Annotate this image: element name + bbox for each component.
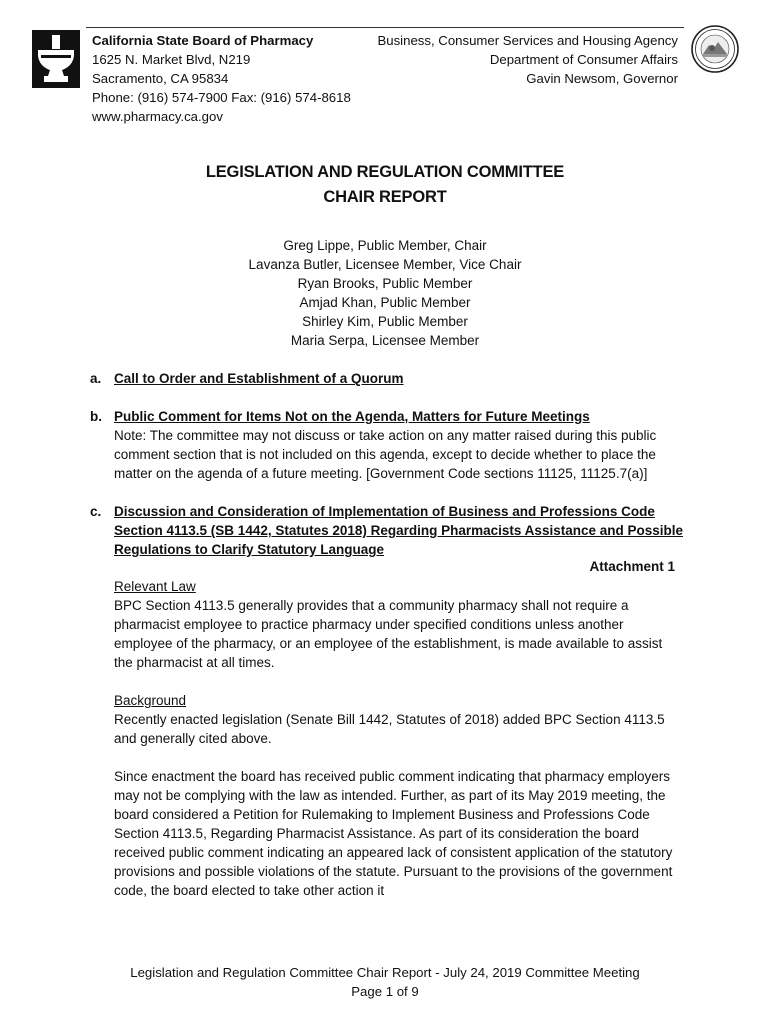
address-line-2: Sacramento, CA 95834 (92, 71, 229, 86)
item-letter: c. (90, 504, 102, 519)
state-seal-icon (690, 24, 740, 74)
website: www.pharmacy.ca.gov (92, 109, 223, 124)
item-heading: Discussion and Consideration of Implementation of Business and Professions Code Section 4113.5 (SB 1442, Statutes 2018) Regarding Pharmacists Assistance and Possible Regulations to Clarify Statutory Language (114, 504, 683, 557)
report-subtitle: CHAIR REPORT (323, 188, 447, 206)
agency-name: Business, Consumer Services and Housing Agency (377, 33, 678, 48)
agency-block (348, 31, 678, 88)
item-letter: a. (90, 371, 102, 386)
phone-fax: Phone: (916) 574-7900 Fax: (916) 574-8618 (92, 90, 351, 105)
member-item: Lavanza Butler, Licensee Member, Vice Chair (248, 257, 522, 272)
department-name: Department of Consumer Affairs (489, 52, 678, 67)
governor-name: Gavin Newsom, Governor (526, 71, 678, 86)
member-item: Greg Lippe, Public Member, Chair (283, 238, 487, 253)
member-item: Ryan Brooks, Public Member (297, 276, 473, 291)
background-heading: Background (114, 693, 187, 708)
background-text: Recently enacted legislation (Senate Bill 1442, Statutes of 2018) added BPC Section 4113.5 and generally cited above. (114, 712, 665, 746)
board-address (92, 31, 392, 126)
committee-members (0, 236, 770, 350)
item-heading: Call to Order and Establishment of a Quorum (114, 371, 404, 386)
relevant-law-text: BPC Section 4113.5 generally provides that a community pharmacy shall not require a pharmacist employee to practice pharmacy under specified conditions unless another employee of the pharmacy, or an employee of the establishment, is made available to assist the pharmacist at all times. (114, 598, 663, 670)
public-comment-note: Note: The committee may not discuss or take action on any matter raised during this public comment section that is not included on this agenda, except to decide whether to place the matter on the agenda of a future meeting. [Government Code sections 11125, 11125.7(a)] (114, 428, 657, 481)
item-heading: Public Comment for Items Not on the Agenda, Matters for Future Meetings (114, 409, 590, 424)
enactment-paragraph: Since enactment the board has received public comment indicating that pharmacy employers may not be complying with the law as intended. Further, as part of its May 2019 meeting, the board considered a Petition for Rulemaking to Implement Business and Professions Code Section 4113.5, Regarding Pharmacist Assistance. As part of its consideration the board received public comment indicating an appeared lack of consistent application of the statutory provisions and possible violations of the statute. Pursuant to the provisions of the government code, the board elected to take other action it (114, 769, 673, 898)
attachment-label: Attachment 1 (589, 559, 675, 574)
header-rule (86, 27, 684, 28)
relevant-law-section (114, 577, 684, 672)
board-name: California State Board of Pharmacy (92, 33, 314, 48)
member-item: Maria Serpa, Licensee Member (290, 333, 480, 348)
page-footer (0, 963, 770, 1001)
relevant-law-heading: Relevant Law (114, 579, 196, 594)
footer-report-line: Legislation and Regulation Committee Chair Report - July 24, 2019 Committee Meeting (130, 965, 640, 980)
member-item: Shirley Kim, Public Member (302, 314, 468, 329)
background-section (114, 691, 684, 748)
address-line-1: 1625 N. Market Blvd, N219 (92, 52, 251, 67)
member-item: Amjad Khan, Public Member (299, 295, 471, 310)
item-letter: b. (90, 409, 102, 424)
mortar-pestle-logo-icon (32, 30, 80, 88)
page-number: Page 1 of 9 (351, 984, 419, 999)
report-title: LEGISLATION AND REGULATION COMMITTEE (205, 163, 565, 181)
